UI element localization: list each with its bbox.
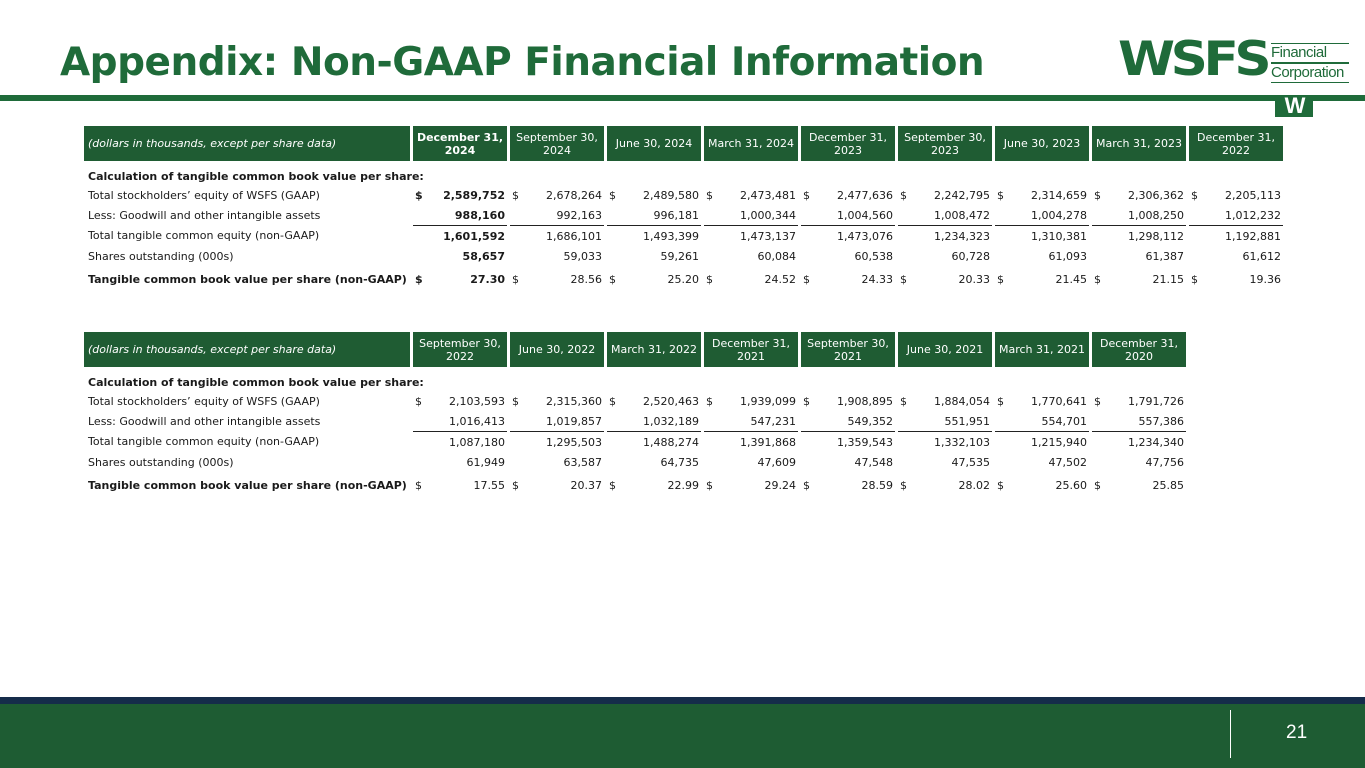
currency-symbol xyxy=(898,205,910,226)
footer-divider xyxy=(1230,710,1231,758)
table-cell-value: 1,298,112 xyxy=(1128,229,1184,243)
table-row xyxy=(84,185,1283,205)
table-cell-value: 59,033 xyxy=(563,249,602,263)
currency-symbol: $ xyxy=(1094,478,1101,492)
currency-symbol: $ xyxy=(415,394,422,408)
table-row xyxy=(84,246,1283,266)
table-cell-value: 1,686,101 xyxy=(546,229,602,243)
table-row xyxy=(84,472,1186,498)
table-cell-value: 2,473,481 xyxy=(740,188,796,202)
currency-symbol xyxy=(607,411,619,432)
currency-symbol: $ xyxy=(1094,394,1101,408)
table-row xyxy=(84,226,1283,247)
table-cell-value: 47,548 xyxy=(854,455,893,469)
section-row xyxy=(84,367,1186,391)
table-cell-value: 1,234,340 xyxy=(1128,435,1184,449)
table-row xyxy=(84,432,1186,453)
currency-symbol: $ xyxy=(900,272,907,286)
column-header-period: March 31, 2021 xyxy=(995,332,1089,367)
currency-symbol: $ xyxy=(706,394,713,408)
currency-symbol: $ xyxy=(415,272,423,286)
currency-symbol xyxy=(704,411,716,432)
column-header-period: December 31, 2023 xyxy=(801,126,895,161)
table-cell-value: 22.99 xyxy=(667,478,699,492)
table-cell-value: 992,163 xyxy=(522,205,604,226)
currency-symbol xyxy=(801,452,813,472)
currency-symbol xyxy=(898,452,910,472)
currency-symbol: $ xyxy=(706,478,713,492)
table-cell-value: 1,493,399 xyxy=(643,229,699,243)
table-cell-value: 61,949 xyxy=(466,455,505,469)
currency-symbol: $ xyxy=(1094,188,1101,202)
column-header-period: December 31, 2022 xyxy=(1189,126,1283,161)
table-cell-value: 20.33 xyxy=(958,272,990,286)
column-header-units: (dollars in thousands, except per share data) xyxy=(84,126,410,161)
currency-symbol xyxy=(607,432,619,453)
currency-symbol xyxy=(510,246,522,266)
table-cell-value: 996,181 xyxy=(619,205,701,226)
currency-symbol: $ xyxy=(997,478,1004,492)
logo-line-1: Financial xyxy=(1271,43,1349,63)
currency-symbol xyxy=(607,246,619,266)
column-header-units: (dollars in thousands, except per share data) xyxy=(84,332,410,367)
table-cell-value: 1,391,868 xyxy=(740,435,796,449)
currency-symbol: $ xyxy=(609,394,616,408)
column-header-period: March 31, 2024 xyxy=(704,126,798,161)
logo-line-2: Corporation xyxy=(1271,63,1349,83)
currency-symbol: $ xyxy=(997,272,1004,286)
currency-symbol xyxy=(801,411,813,432)
table-cell-value: 1,791,726 xyxy=(1128,394,1184,408)
currency-symbol xyxy=(995,452,1007,472)
table-cell-value: 2,678,264 xyxy=(546,188,602,202)
table-row xyxy=(84,205,1283,226)
table-cell-value: 20.37 xyxy=(570,478,602,492)
table-cell-value: 554,701 xyxy=(1007,411,1089,432)
table-cell-value: 1,004,278 xyxy=(1007,205,1089,226)
currency-symbol: $ xyxy=(997,188,1004,202)
table-cell-value: 47,502 xyxy=(1048,455,1087,469)
table-cell-value: 1,310,381 xyxy=(1031,229,1087,243)
table-cell-value: 1,008,472 xyxy=(910,205,992,226)
table-cell-value: 24.33 xyxy=(861,272,893,286)
currency-symbol: $ xyxy=(1191,272,1198,286)
table-cell-value: 25.20 xyxy=(667,272,699,286)
currency-symbol: $ xyxy=(997,394,1004,408)
table-cell-value: 21.15 xyxy=(1152,272,1184,286)
row-label: Tangible common book value per share (non-GAAP) xyxy=(88,478,407,492)
currency-symbol xyxy=(1189,205,1201,226)
table-cell-value: 59,261 xyxy=(660,249,699,263)
table-cell-value: 1,332,103 xyxy=(934,435,990,449)
table-cell-value: 2,205,113 xyxy=(1225,188,1281,202)
currency-symbol: $ xyxy=(803,394,810,408)
logo-wordmark: WSFS xyxy=(1118,32,1268,87)
column-header-period: December 31, 2020 xyxy=(1092,332,1186,367)
tangible-book-value-table-prior xyxy=(84,332,1186,498)
currency-symbol xyxy=(801,226,813,247)
currency-symbol xyxy=(510,432,522,453)
currency-symbol: $ xyxy=(609,188,616,202)
currency-symbol xyxy=(413,452,425,472)
logo-subtitle xyxy=(1271,43,1349,83)
currency-symbol xyxy=(1092,205,1104,226)
table-row xyxy=(84,411,1186,432)
currency-symbol xyxy=(995,226,1007,247)
currency-symbol: $ xyxy=(512,394,519,408)
table-cell-value: 557,386 xyxy=(1104,411,1186,432)
logo-w-mark: W xyxy=(1275,95,1313,117)
table-cell-value: 64,735 xyxy=(660,455,699,469)
table-cell-value: 2,242,795 xyxy=(934,188,990,202)
table-cell-value: 1,601,592 xyxy=(443,229,505,243)
table-cell-value: 19.36 xyxy=(1249,272,1281,286)
table-cell-value: 988,160 xyxy=(425,205,507,226)
currency-symbol: $ xyxy=(1191,188,1198,202)
table-cell-value: 547,231 xyxy=(716,411,798,432)
table-cell-value: 2,306,362 xyxy=(1128,188,1184,202)
table-cell-value: 28.59 xyxy=(861,478,893,492)
currency-symbol xyxy=(704,452,716,472)
page-number: 21 xyxy=(1286,722,1308,743)
table-cell-value: 1,295,503 xyxy=(546,435,602,449)
currency-symbol xyxy=(413,246,425,266)
slide-title: Appendix: Non-GAAP Financial Information xyxy=(60,40,985,85)
currency-symbol xyxy=(898,432,910,453)
table-cell-value: 61,612 xyxy=(1242,249,1281,263)
currency-symbol xyxy=(801,432,813,453)
currency-symbol xyxy=(510,452,522,472)
column-header-period: June 30, 2022 xyxy=(510,332,604,367)
table-cell-value: 25.85 xyxy=(1152,478,1184,492)
section-label: Calculation of tangible common book value per share: xyxy=(88,376,424,389)
column-header-period: June 30, 2023 xyxy=(995,126,1089,161)
table-cell-value: 21.45 xyxy=(1055,272,1087,286)
table-cell-value: 1,032,189 xyxy=(619,411,701,432)
table-cell-value: 47,609 xyxy=(757,455,796,469)
table-cell-value: 1,770,641 xyxy=(1031,394,1087,408)
currency-symbol xyxy=(1092,452,1104,472)
table-cell-value: 47,756 xyxy=(1145,455,1184,469)
table-cell-value: 63,587 xyxy=(563,455,602,469)
table-cell-value: 1,939,099 xyxy=(740,394,796,408)
currency-symbol: $ xyxy=(512,272,519,286)
column-header-period: December 31, 2024 xyxy=(413,126,507,161)
table-cell-value: 1,087,180 xyxy=(449,435,505,449)
currency-symbol: $ xyxy=(1094,272,1101,286)
currency-symbol xyxy=(413,411,425,432)
table-cell-value: 2,314,659 xyxy=(1031,188,1087,202)
currency-symbol xyxy=(510,226,522,247)
row-label: Total stockholders’ equity of WSFS (GAAP) xyxy=(88,188,320,202)
table-cell-value: 47,535 xyxy=(951,455,990,469)
currency-symbol xyxy=(510,411,522,432)
currency-symbol: $ xyxy=(609,272,616,286)
table-cell-value: 1,012,232 xyxy=(1201,205,1283,226)
table-cell-value: 2,589,752 xyxy=(443,188,505,202)
table-cell-value: 1,488,274 xyxy=(643,435,699,449)
currency-symbol: $ xyxy=(803,478,810,492)
table-row xyxy=(84,266,1283,292)
currency-symbol xyxy=(510,205,522,226)
currency-symbol: $ xyxy=(706,188,713,202)
table-cell-value: 2,477,636 xyxy=(837,188,893,202)
currency-symbol: $ xyxy=(803,188,810,202)
table-cell-value: 2,103,593 xyxy=(449,394,505,408)
table-cell-value: 1,908,895 xyxy=(837,394,893,408)
table-cell-value: 1,215,940 xyxy=(1031,435,1087,449)
table-cell-value: 1,473,137 xyxy=(740,229,796,243)
column-header-period: September 30, 2022 xyxy=(413,332,507,367)
row-label: Total tangible common equity (non-GAAP) xyxy=(88,435,320,449)
row-label: Tangible common book value per share (non-GAAP) xyxy=(88,272,407,286)
currency-symbol: $ xyxy=(900,478,907,492)
row-label: Shares outstanding (000s) xyxy=(88,249,234,263)
table-cell-value: 1,004,560 xyxy=(813,205,895,226)
table-cell-value: 1,473,076 xyxy=(837,229,893,243)
table-header-row xyxy=(84,332,1186,367)
row-label: Total tangible common equity (non-GAAP) xyxy=(88,229,320,243)
currency-symbol: $ xyxy=(900,394,907,408)
column-header-period: September 30, 2023 xyxy=(898,126,992,161)
table-cell-value: 1,884,054 xyxy=(934,394,990,408)
currency-symbol xyxy=(801,246,813,266)
currency-symbol xyxy=(704,246,716,266)
row-label: Less: Goodwill and other intangible assets xyxy=(88,208,321,222)
column-header-period: September 30, 2021 xyxy=(801,332,895,367)
currency-symbol: $ xyxy=(415,188,423,202)
table-row xyxy=(84,452,1186,472)
column-header-period: June 30, 2024 xyxy=(607,126,701,161)
currency-symbol xyxy=(898,411,910,432)
footer-navy-rule xyxy=(0,697,1365,704)
table-cell-value: 2,520,463 xyxy=(643,394,699,408)
column-header-period: September 30, 2024 xyxy=(510,126,604,161)
currency-symbol xyxy=(1092,432,1104,453)
currency-symbol xyxy=(704,205,716,226)
table-cell-value: 1,016,413 xyxy=(425,411,507,432)
table-cell-value: 60,084 xyxy=(757,249,796,263)
table-cell-value: 1,000,344 xyxy=(716,205,798,226)
currency-symbol xyxy=(801,205,813,226)
table-cell-value: 1,008,250 xyxy=(1104,205,1186,226)
column-header-period: June 30, 2021 xyxy=(898,332,992,367)
currency-symbol: $ xyxy=(512,188,519,202)
currency-symbol: $ xyxy=(803,272,810,286)
column-header-period: March 31, 2023 xyxy=(1092,126,1186,161)
footer-band xyxy=(0,697,1365,768)
table-cell-value: 1,234,323 xyxy=(934,229,990,243)
table-cell-value: 551,951 xyxy=(910,411,992,432)
table-cell-value: 28.02 xyxy=(958,478,990,492)
currency-symbol xyxy=(413,205,425,226)
currency-symbol xyxy=(995,411,1007,432)
table-cell-value: 1,192,881 xyxy=(1225,229,1281,243)
currency-symbol xyxy=(995,432,1007,453)
table-cell-value: 28.56 xyxy=(570,272,602,286)
currency-symbol xyxy=(704,226,716,247)
table-cell-value: 27.30 xyxy=(470,272,505,286)
currency-symbol: $ xyxy=(900,188,907,202)
currency-symbol: $ xyxy=(512,478,519,492)
row-label: Less: Goodwill and other intangible assets xyxy=(88,414,321,428)
table-row xyxy=(84,391,1186,411)
table-cell-value: 61,387 xyxy=(1145,249,1184,263)
currency-symbol xyxy=(1092,226,1104,247)
table-cell-value: 25.60 xyxy=(1055,478,1087,492)
currency-symbol xyxy=(995,246,1007,266)
table-cell-value: 60,728 xyxy=(951,249,990,263)
table-header-row xyxy=(84,126,1283,161)
currency-symbol: $ xyxy=(706,272,713,286)
currency-symbol xyxy=(607,452,619,472)
table-cell-value: 29.24 xyxy=(764,478,796,492)
section-label: Calculation of tangible common book value per share: xyxy=(88,170,424,183)
tangible-book-value-table-recent xyxy=(84,126,1283,292)
currency-symbol: $ xyxy=(415,478,422,492)
currency-symbol xyxy=(1092,411,1104,432)
table-cell-value: 1,019,857 xyxy=(522,411,604,432)
currency-symbol xyxy=(607,226,619,247)
table-cell-value: 60,538 xyxy=(854,249,893,263)
currency-symbol xyxy=(1189,246,1201,266)
currency-symbol xyxy=(413,226,425,247)
currency-symbol xyxy=(607,205,619,226)
wsfs-logo xyxy=(1115,32,1350,118)
currency-symbol xyxy=(1189,226,1201,247)
column-header-period: March 31, 2022 xyxy=(607,332,701,367)
row-label: Shares outstanding (000s) xyxy=(88,455,234,469)
table-cell-value: 549,352 xyxy=(813,411,895,432)
table-cell-value: 58,657 xyxy=(462,249,505,263)
currency-symbol xyxy=(413,432,425,453)
currency-symbol xyxy=(898,226,910,247)
table-cell-value: 61,093 xyxy=(1048,249,1087,263)
table-cell-value: 17.55 xyxy=(473,478,505,492)
currency-symbol: $ xyxy=(609,478,616,492)
table-cell-value: 2,489,580 xyxy=(643,188,699,202)
currency-symbol xyxy=(995,205,1007,226)
table-cell-value: 2,315,360 xyxy=(546,394,602,408)
table-cell-value: 24.52 xyxy=(764,272,796,286)
currency-symbol xyxy=(1092,246,1104,266)
row-label: Total stockholders’ equity of WSFS (GAAP) xyxy=(88,394,320,408)
currency-symbol xyxy=(704,432,716,453)
column-header-period: December 31, 2021 xyxy=(704,332,798,367)
currency-symbol xyxy=(898,246,910,266)
table-cell-value: 1,359,543 xyxy=(837,435,893,449)
section-row xyxy=(84,161,1283,185)
